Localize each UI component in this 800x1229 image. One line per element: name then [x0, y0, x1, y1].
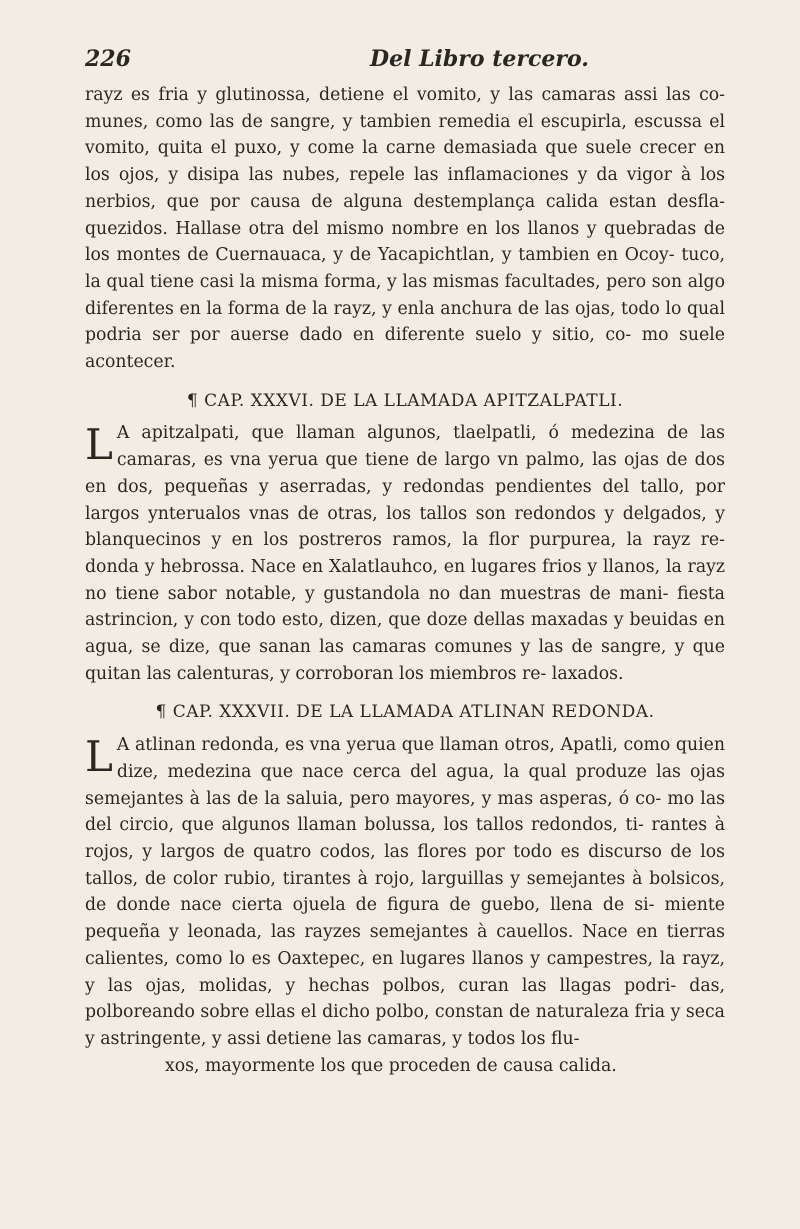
chapter-36-paragraph: [85, 420, 725, 687]
running-title: Del Libro tercero.: [370, 46, 589, 72]
page-header: [85, 46, 725, 72]
page-number: 226: [85, 46, 131, 72]
dropcap: L: [85, 420, 113, 470]
body-text: [85, 82, 725, 1079]
chapter-36-text: A apitzalpati, que llaman algunos, tlaelpatli, ó medezina de las camaras, es vna yerua que tiene de largo vn palmo, las ojas de dos en dos, pequeñas y aserradas, y redondas pendientes del tallo, por largos ynterualos vnas de otras, los tallos son redondos y delgados, y blanquecinos y en los postreros ramos, la flor purpurea, la rayz re- donda y hebrossa. Nace en Xalatlauhco, en lugares frios y llanos, la rayz no tiene sabor notable, y gustandola no dan muestras de mani- fiesta astrincion, y con todo esto, dizen, que doze dellas maxadas y beuidas en agua, se dize, que sanan las camaras comunes y las de sangre, y que quitan las calenturas, y corroboran los miembros re- laxados.: [85, 423, 725, 684]
chapter-37-paragraph: [85, 732, 725, 1052]
chapter-37-last-line: xos, mayormente los que proceden de causa calida.: [165, 1055, 617, 1076]
chapter-heading-36: ¶ CAP. XXXVI. DE LA LLAMADA APITZALPATLI.: [186, 390, 624, 411]
chapter-37-text: A atlinan redonda, es vna yerua que llaman otros, Apatli, como quien dize, medezina que nace cerca del agua, la qual produze las ojas semejantes à las de la saluia, pero mayores, y mas asperas, ó co- mo las del circio, que algunos llaman bolussa, los tallos redondos, ti- rantes à rojos, y largos de quatro codos, las flores por todo es discurso de los tallos, de color rubio, tirantes à rojo, larguillas y semejantes à bolsicos, de donde nace cierta ojuela de figura de guebo, llena de si- miente pequeña y leonada, las rayzes semejantes à cauellos. Nace en tierras calientes, como lo es Oaxtepec, en lugares llanos y campestres, la rayz, y las ojas, molidas, y hechas polbos, curan las llagas podri- das, polboreando sobre ellas el dicho polbo, constan de naturaleza fria y seca y astringente, y assi detiene las camaras, y todos los flu-: [85, 735, 725, 1049]
continuation-paragraph: rayz es fria y glutinossa, detiene el vomito, y las camaras assi las co- munes, como las de sangre, y tambien remedia el escupirla, escussa el vomito, quita el puxo, y come la carne demasiada que suele crecer en los ojos, y disipa las nubes, repele las inflamaciones y da vigor à los nerbios, que por causa de alguna destemplança calida estan desfla- quezidos. Hallase otra del mismo nombre en los llanos y quebradas de los montes de Cuernauaca, y de Yacapichtlan, y tambien en Ocoy- tuco, la qual tiene casi la misma forma, y las mismas facultades, pero son algo diferentes en la forma de la rayz, y enla anchura de las ojas, todo lo qual podria ser por auerse dado en diferente suelo y sitio, co- mo suele acontecer.: [85, 85, 725, 373]
dropcap: L: [85, 732, 113, 782]
chapter-heading-37: ¶ CAP. XXXVII. DE LA LLAMADA ATLINAN REDONDA.: [155, 702, 655, 723]
